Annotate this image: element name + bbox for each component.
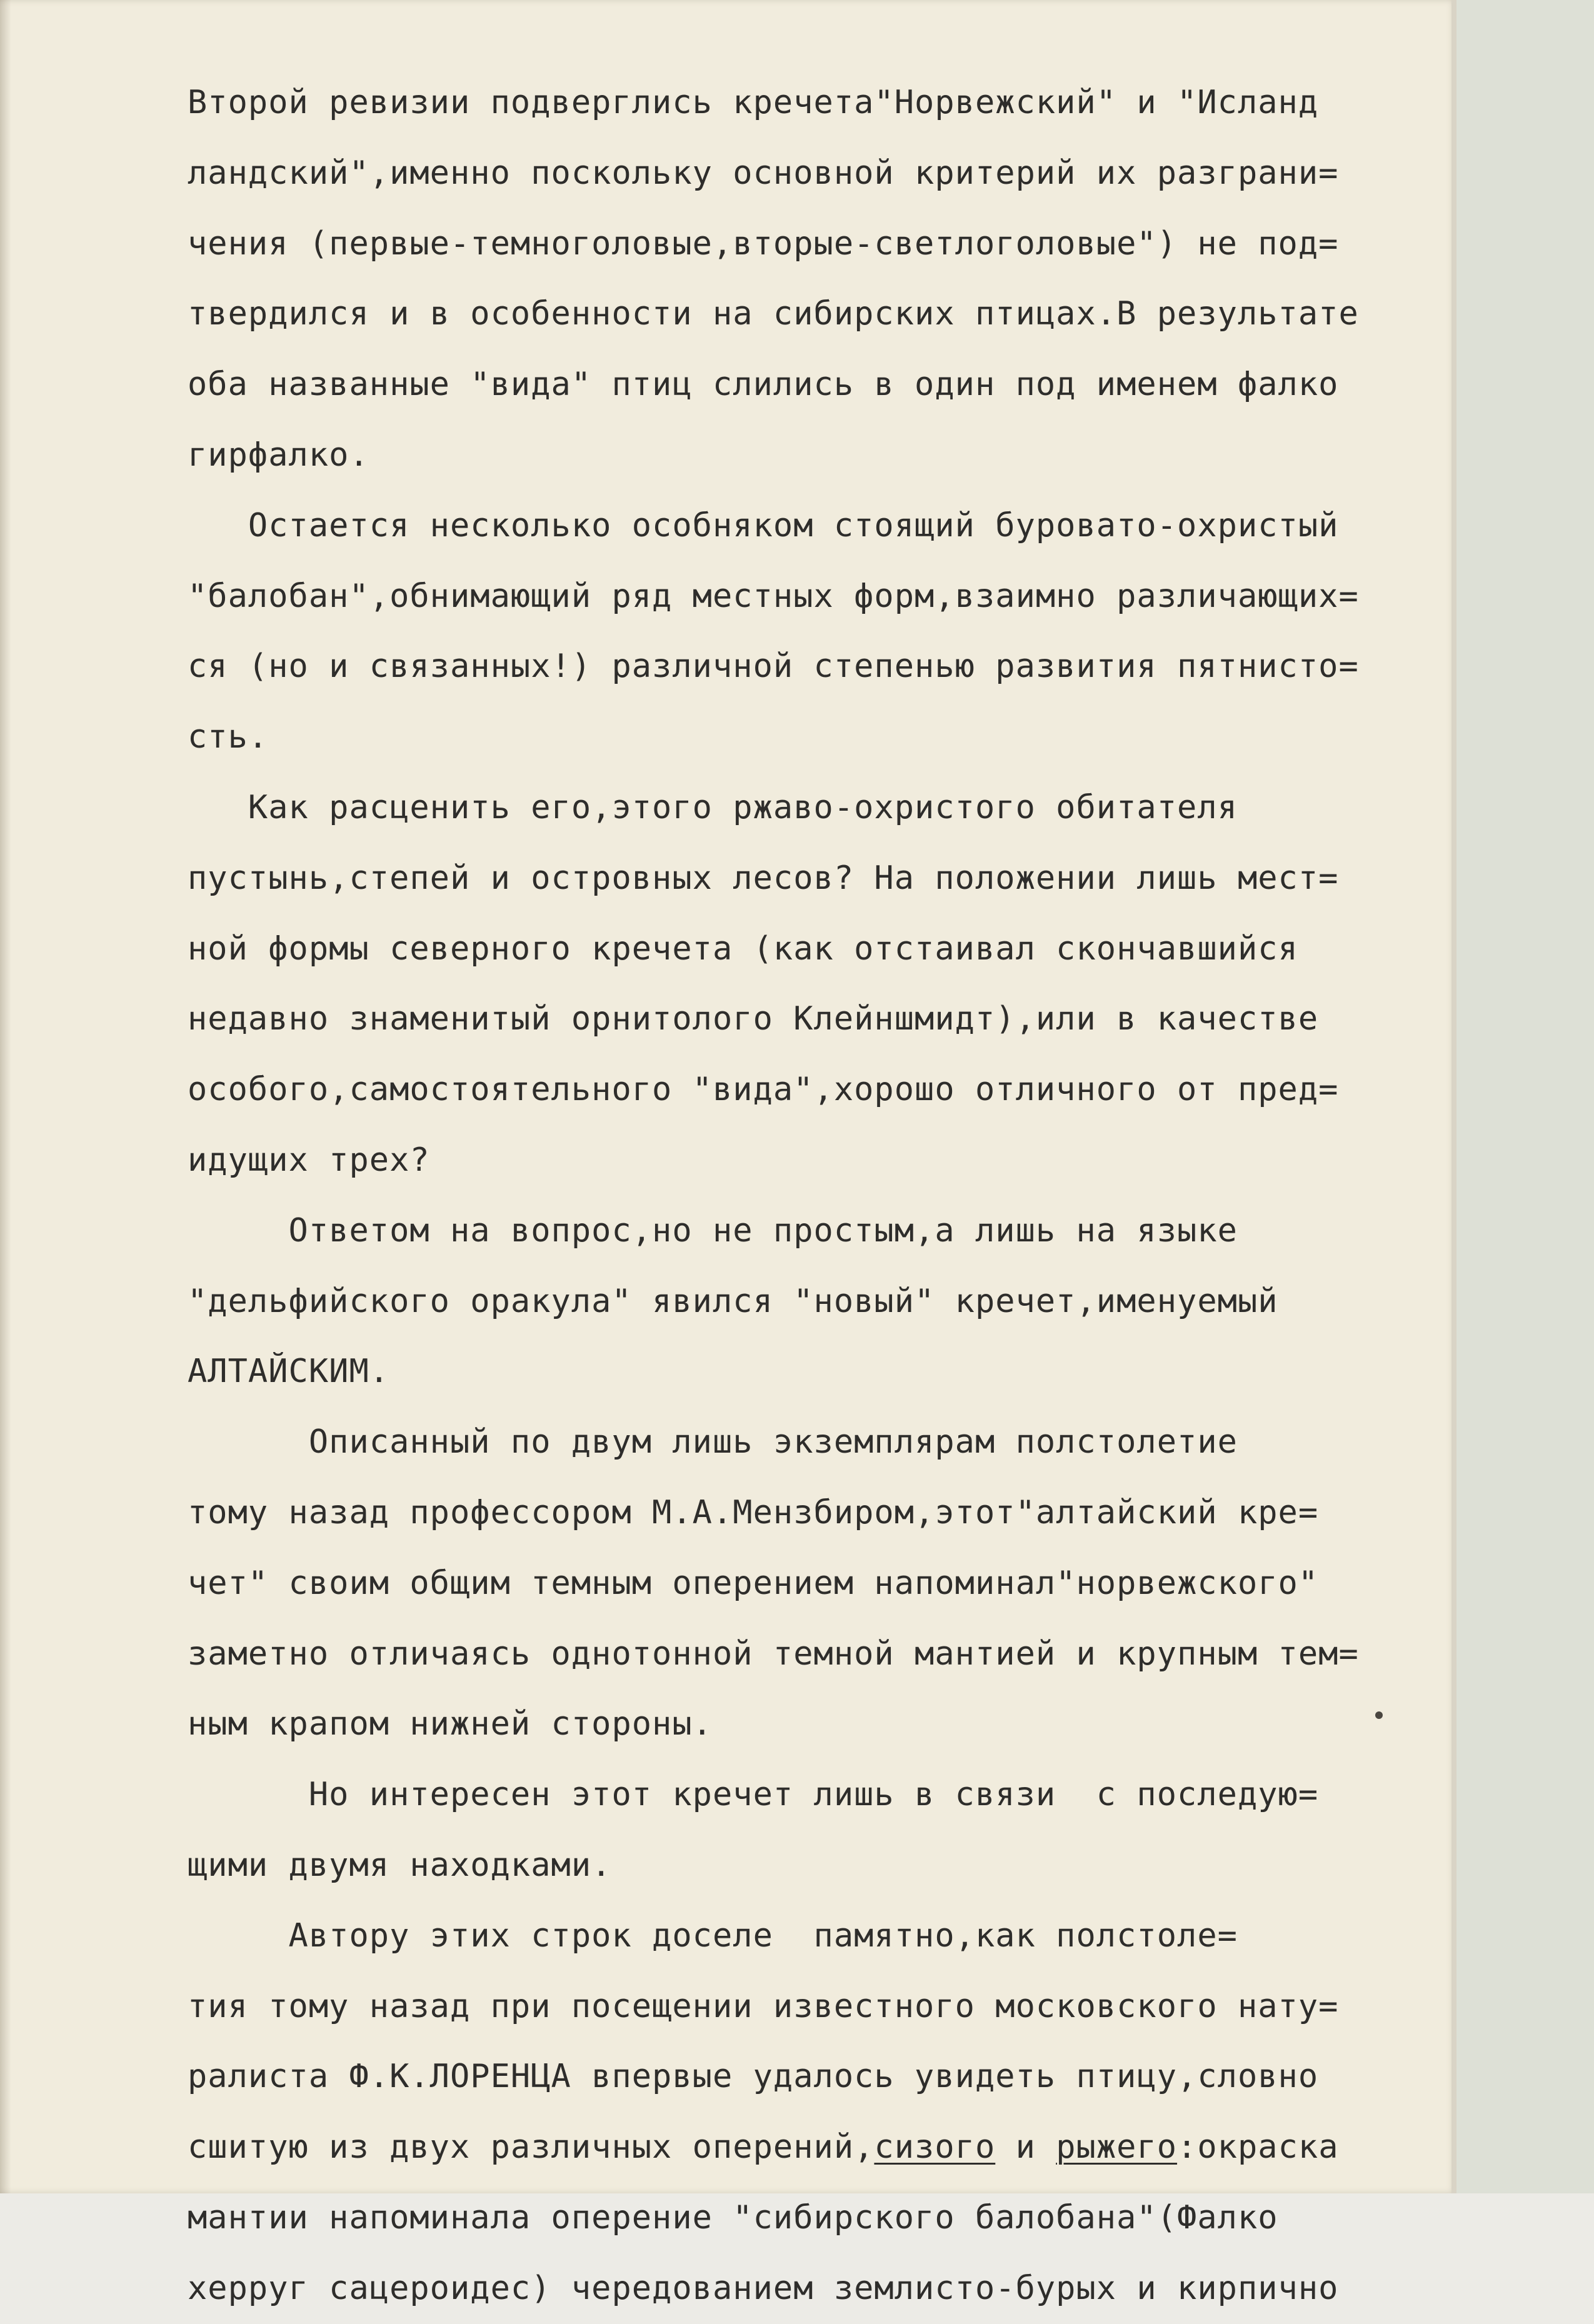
text-line-32: херруг сацероидес) чередованием землисто-бурых и кирпично: [188, 2269, 1339, 2307]
text-line-30-middle: и: [995, 2128, 1056, 2166]
text-line-20: Описанный по двум лишь экземплярам полстолетие: [188, 1423, 1238, 1461]
text-line-9: ся (но и связанных!) различной степенью развития пятнисто=: [188, 648, 1359, 686]
text-line-15: особого,самостоятельного "вида",хорошо отличного от пред=: [188, 1071, 1339, 1109]
text-line-23: заметно отличаясь однотонной темной мантией и крупным тем=: [188, 1635, 1359, 1673]
scanner-background: [1456, 0, 1594, 2193]
text-line-31: мантии напоминала оперение "сибирского балобана"(Фалко: [188, 2198, 1278, 2236]
text-line-16: идущих трех?: [188, 1141, 430, 1179]
text-line-24: ным крапом нижней стороны.: [188, 1705, 713, 1743]
text-line-11: Как расценить его,этого ржаво-охристого обитателя: [188, 788, 1238, 826]
text-line-19: АЛТАЙСКИМ.: [188, 1353, 390, 1391]
text-line-17: Ответом на вопрос,но не простым,а лишь на языке: [188, 1211, 1238, 1250]
sheet-right-edge: [1451, 0, 1456, 2193]
text-line-12: пустынь,степей и островных лесов? На положении лишь мест=: [188, 859, 1339, 897]
text-line-3: чения (первые-темноголовые,вторые-светлоголовые") не под=: [188, 224, 1339, 263]
text-line-4: твердился и в особенности на сибирских птицах.В результате: [188, 295, 1359, 333]
text-line-18: "дельфийского оракула" явился "новый" кречет,именуемый: [188, 1282, 1278, 1320]
text-line-6: гирфалко.: [188, 436, 369, 474]
text-line-13: ной формы северного кречета (как отстаивал скончавшийся: [188, 929, 1298, 968]
text-line-22: чет" своим общим темным оперением напоминал"норвежского": [188, 1564, 1319, 1602]
text-line-10: сть.: [188, 718, 269, 756]
text-line-30-end: :окраска: [1177, 2128, 1339, 2166]
underlined-word-ryzhego: рыжего: [1056, 2128, 1178, 2166]
underlined-word-sizogo: сизого: [874, 2128, 996, 2166]
text-line-30-start: сшитую из двух различных оперений,: [188, 2128, 875, 2166]
text-line-2: ландский",именно поскольку основной критерий их разграни=: [188, 154, 1339, 192]
typewritten-text: [188, 68, 1413, 2324]
text-line-14: недавно знаменитый орнитолого Клейншмидт),или в качестве: [188, 1000, 1319, 1038]
text-line-29: ралиста Ф.К.ЛОРЕНЦА впервые удалось увидеть птицу,словно: [188, 2058, 1319, 2096]
text-line-28: тия тому назад при посещении известного московского нату=: [188, 1987, 1339, 2025]
text-line-1: Второй ревизии подверглись кречета"Норвежский" и "Исланд: [188, 84, 1319, 121]
text-line-27: Автору этих строк доселе памятно,как полстоле=: [188, 1916, 1238, 1955]
text-line-26: щими двумя находками.: [188, 1846, 612, 1884]
text-line-25: Но интересен этот кречет лишь в связи с последую=: [188, 1776, 1319, 1814]
sheet-left-shadow: [0, 0, 11, 2193]
text-line-7: Остается несколько особняком стоящий буровато-охристый: [188, 506, 1339, 544]
text-line-30: [188, 2112, 1413, 2183]
text-line-21: тому назад профессором М.А.Мензбиром,этот"алтайский кре=: [188, 1493, 1319, 1531]
ink-speck: [1375, 1711, 1383, 1719]
text-line-5: оба названные "вида" птиц слились в один под именем фалко: [188, 366, 1339, 404]
text-line-8: "балобан",обнимающий ряд местных форм,взаимно различающих=: [188, 577, 1359, 615]
